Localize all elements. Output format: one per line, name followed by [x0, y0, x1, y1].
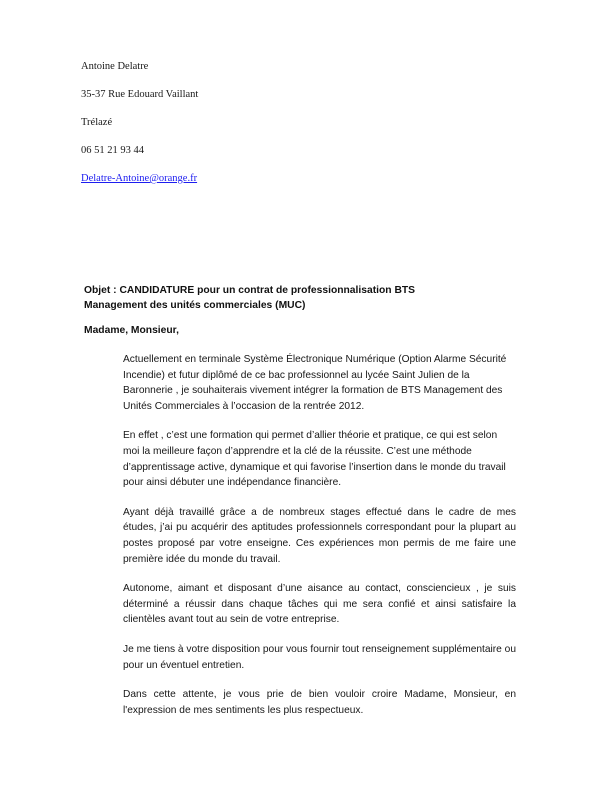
sender-email: [81, 174, 521, 185]
body-paragraph-2: En effet , c’est une formation qui permet d’allier théorie et pratique, ce qui est selon moi la meilleure façon d’apprendre et la clé de la réussite. C’est une méthode d’apprentissage active, dynamique et qui favorise l’insertion dans le monde du travail pour ainsi débuter une indépendance financière.: [123, 430, 506, 489]
sender-city: Trélazé: [81, 117, 113, 128]
email-link[interactable]: Delatre-Antoine@orange.fr: [81, 173, 198, 184]
sender-header: [81, 62, 521, 185]
body-paragraph-6: Dans cette attente, je vous prie de bien vouloir croire Madame, Monsieur, en l'expression de mes sentiments les plus respectueux.: [123, 689, 516, 716]
sender-street: 35-37 Rue Edouard Vaillant: [81, 89, 199, 100]
body-paragraph-4: Autonome, aimant et disposant d’une aisance au contact, consciencieux , je suis déterminé a réussir dans chaque tâches qui me sera confié et ainsi satisfaire la clientèles avant tout au sein de votre entreprise.: [123, 583, 516, 626]
body-paragraph-1: Actuellement en terminale Système Électronique Numérique (Option Alarme Sécurité Incendie) et futur diplômé de ce bac professionnel au lycée Saint Julien de la Baronnerie , je souhaiterais vivement intégrer la formation de BTS Management des Unités Commerciales à l’occasion de la rentrée 2012.: [123, 354, 507, 412]
body-paragraph-5: Je me tiens à votre disposition pour vous fournir tout renseignement supplémentaire ou pour un éventuel entretien.: [123, 643, 517, 671]
subject-heading: [84, 284, 504, 313]
subject-line-2: Management des unités commerciales (MUC): [84, 299, 306, 311]
sender-name: Antoine Delatre: [81, 61, 149, 72]
body-paragraph-3: Ayant déjà travaillé grâce a de nombreux stages effectué dans le cadre de mes études, j’ai pu acquérir des aptitudes professionnels correspondant pour la plupart au postes proposé par votre enseigne. Ces expériences mon permis de me faire une première idée du monde du travail.: [123, 506, 516, 565]
subject-line-1: Objet : CANDIDATURE pour un contrat de professionnalisation BTS: [84, 285, 416, 296]
letter-body: [123, 352, 516, 718]
sender-phone: 06 51 21 93 44: [81, 145, 144, 156]
salutation: Madame, Monsieur,: [84, 325, 179, 336]
